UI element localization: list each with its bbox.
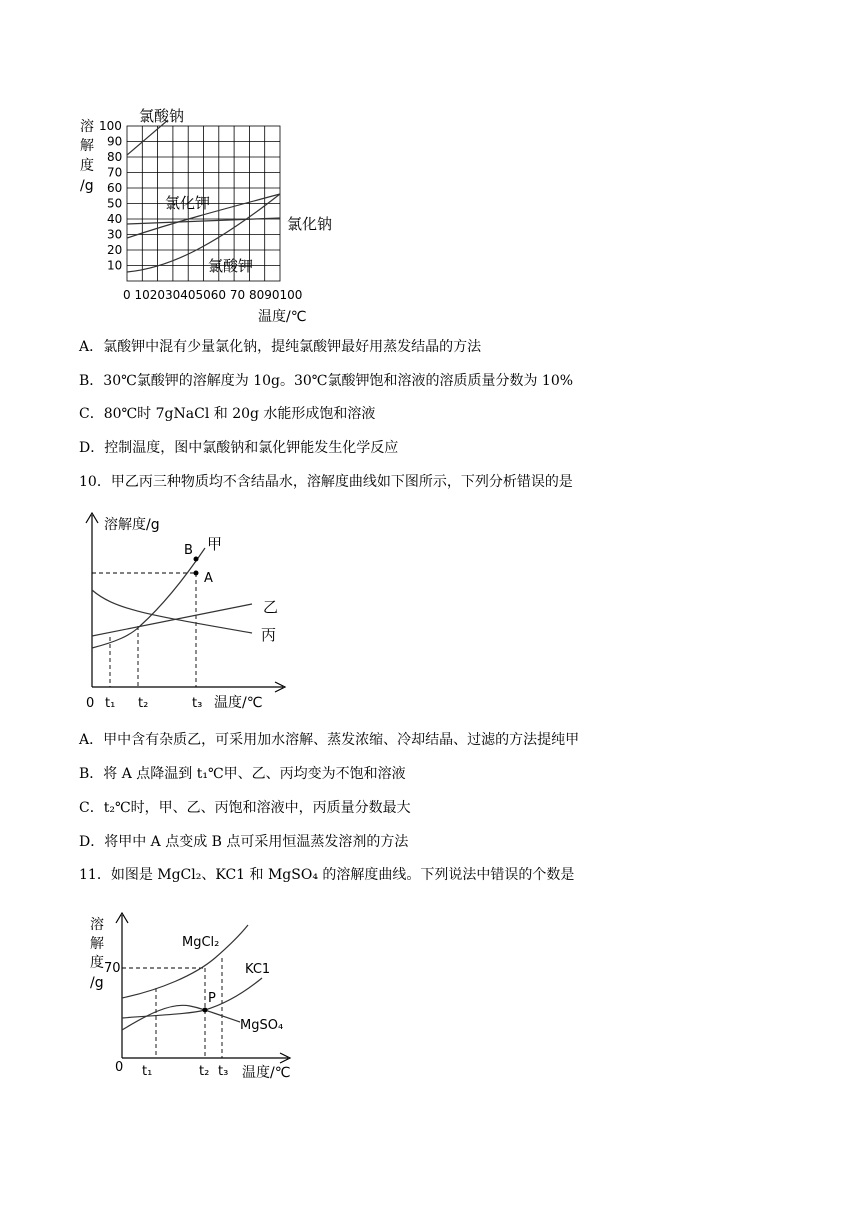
fig1-xticks: 0 102030405060 70 8090100: [123, 288, 303, 302]
fig3-point-p: [203, 1008, 208, 1013]
fig1-ylabel-4: /g: [80, 178, 94, 194]
q9-option-a: A．氯酸钾中混有少量氯化钠，提纯氯酸钾最好用蒸发结晶的方法: [79, 339, 482, 355]
q10-stem: 10．甲乙丙三种物质均不含结晶水，溶解度曲线如下图所示，下列分析错误的是: [79, 474, 573, 490]
fig3-xtick-t2: t₂: [199, 1064, 210, 1079]
q9-option-c: C．80℃时 7gNaCl 和 20g 水能形成饱和溶液: [79, 406, 376, 422]
fig1-ytick-label: 80: [107, 150, 123, 164]
q10-option-b: B．将 A 点降温到 t₁℃甲、乙、丙均变为不饱和溶液: [79, 766, 406, 782]
fig2-xtick-t1: t₁: [105, 696, 116, 711]
fig3-ylabel-4: /g: [90, 975, 104, 991]
fig2-label-yi: 乙: [263, 598, 279, 616]
q10-option-c: C．t₂℃时，甲、乙、丙饱和溶液中，丙质量分数最大: [79, 800, 411, 816]
fig1-ylabel-2: 解: [80, 138, 94, 154]
fig2-label-b: B: [184, 543, 193, 558]
fig2-label-bing: 丙: [261, 626, 277, 644]
fig3-label-mgcl2: MgCl₂: [182, 935, 220, 950]
fig3-ytick-70: 70: [104, 961, 121, 976]
q11-stem: 11．如图是 MgCl₂、KC1 和 MgSO₄ 的溶解度曲线。下列说法中错误的个数是: [79, 867, 575, 883]
fig2-origin: 0: [86, 696, 95, 711]
fig1-ytick-label: 30: [107, 227, 123, 242]
fig3-label-p: P: [208, 991, 216, 1006]
fig3-origin: 0: [115, 1060, 124, 1075]
fig1-label-nacl: 氯化钠: [287, 215, 333, 233]
fig1-ytick-label: 10: [107, 258, 123, 273]
fig2-label-a: A: [204, 571, 213, 586]
fig2-label-jia: 甲: [207, 535, 223, 553]
fig3-curve-kcl: [122, 978, 262, 1018]
fig2-ylabel: 溶解度/g: [104, 517, 160, 533]
fig1-label-kclo3: 氯酸钾: [208, 257, 254, 275]
fig3-ylabel-2: 解: [90, 936, 104, 952]
fig2-xlabel: 温度/℃: [214, 695, 263, 711]
fig1-ytick-label: 90: [107, 134, 123, 149]
q10-option-a: A．甲中含有杂质乙，可采用加水溶解、蒸发浓缩、冷却结晶、过滤的方法提纯甲: [79, 732, 580, 748]
fig1-ylabel-1: 溶: [80, 119, 94, 135]
fig1-label-sodium-chlorate: 氯酸钠: [139, 107, 185, 125]
fig1-ytick-label: 40: [107, 212, 123, 226]
fig3-label-mgso4: MgSO₄: [240, 1018, 284, 1033]
fig1-xlabel: 温度/℃: [258, 309, 307, 325]
fig1-ytick-label: 20: [107, 243, 123, 257]
q9-option-b: B．30℃氯酸钾的溶解度为 10g。30℃氯酸钾饱和溶液的溶质质量分数为 10%: [79, 373, 574, 389]
fig3-xtick-t1: t₁: [142, 1064, 153, 1079]
fig3-xtick-t3: t₃: [218, 1064, 229, 1079]
fig1-label-kcl: 氯化钾: [165, 194, 211, 212]
q9-option-d: D．控制温度，图中氯酸钠和氯化钾能发生化学反应: [79, 440, 399, 456]
fig1-ytick-label: 60: [107, 181, 123, 195]
fig3-label-kcl: KC1: [245, 962, 271, 977]
fig1-ytick-label: 70: [107, 165, 123, 180]
fig1-ytick-label: 100: [99, 119, 122, 133]
fig3-ylabel-3: 度: [90, 955, 104, 971]
fig3-ylabel-1: 溶: [90, 917, 104, 933]
fig3-xlabel: 温度/℃: [242, 1065, 291, 1081]
q10-option-d: D．将甲中 A 点变成 B 点可采用恒温蒸发溶剂的方法: [79, 834, 409, 850]
fig1-ytick-label: 50: [107, 196, 123, 211]
fig2-xtick-t2: t₂: [138, 696, 149, 711]
fig2-xtick-t3: t₃: [192, 696, 203, 711]
fig1-ylabel-3: 度: [80, 158, 94, 174]
